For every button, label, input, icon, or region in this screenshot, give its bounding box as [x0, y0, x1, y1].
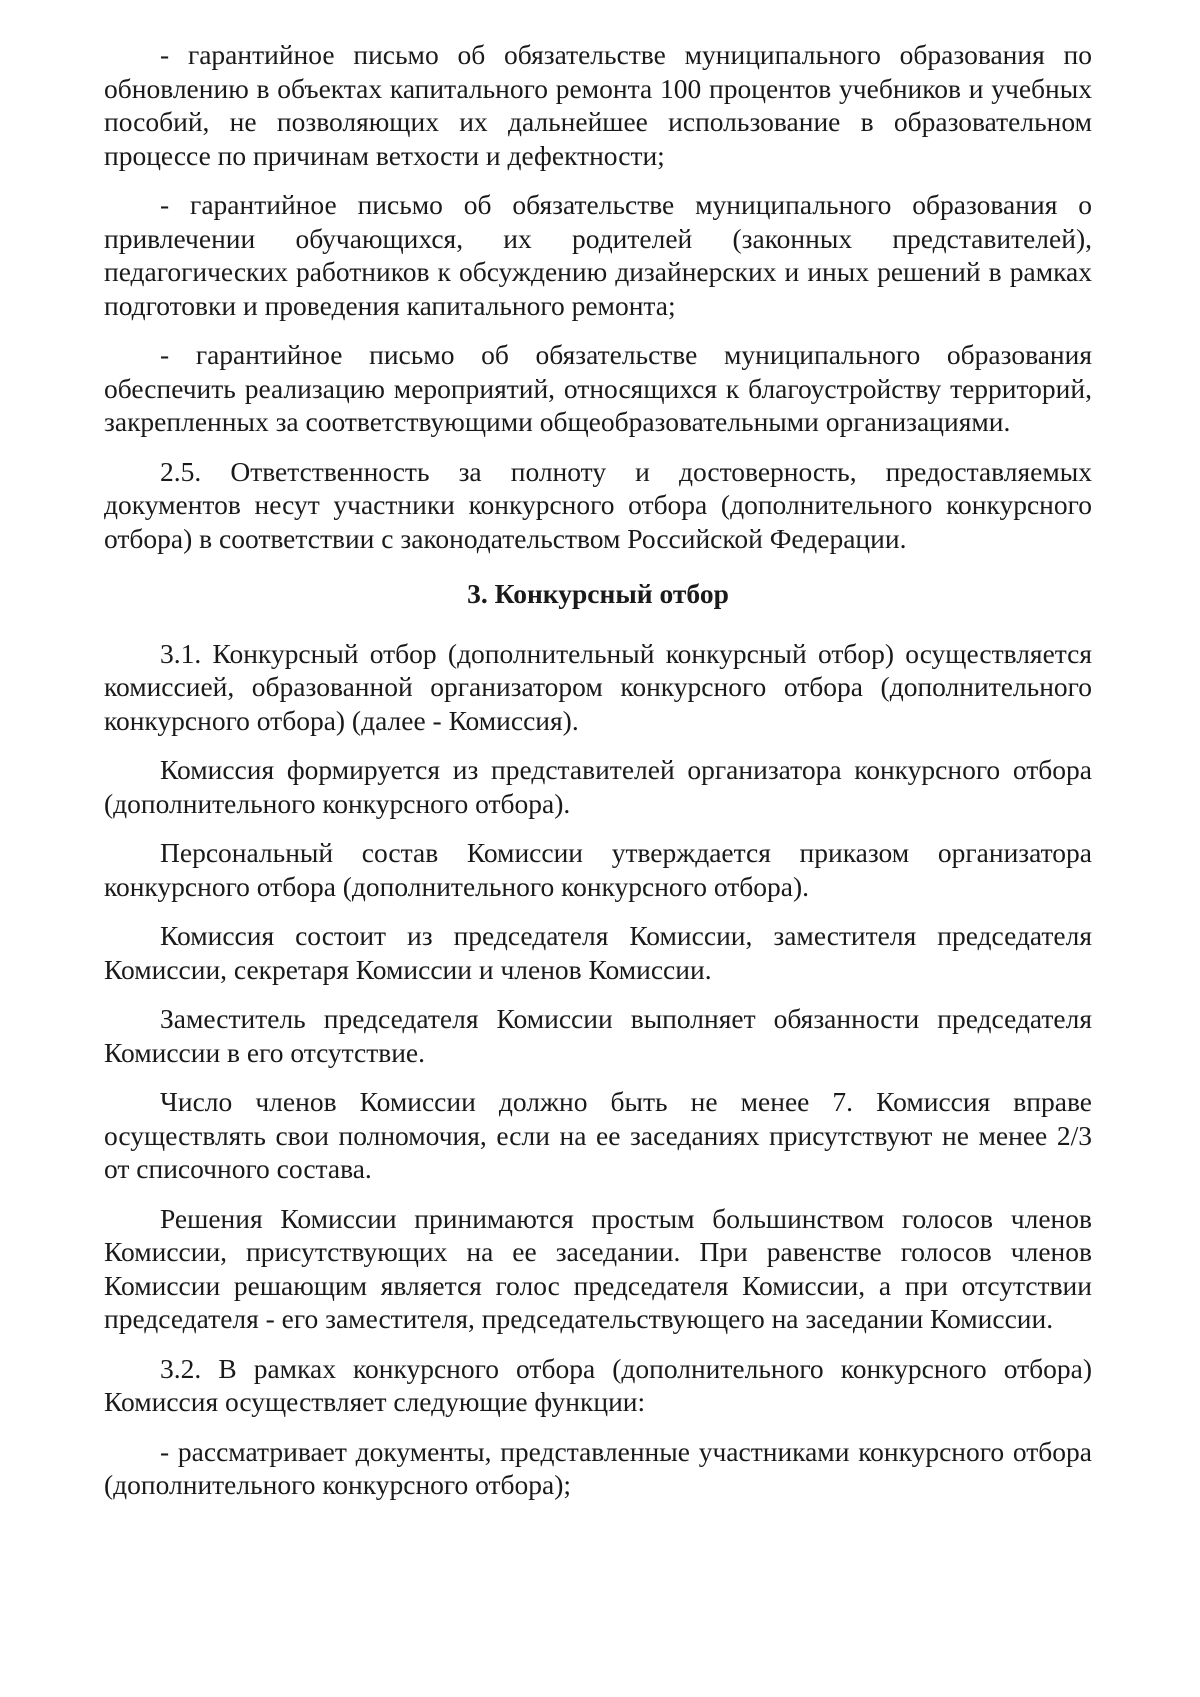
paragraph-guarantee-textbooks: - гарантийное письмо об обязательстве муниципального образования по обновлению в объектах капитального ремонта 100 процентов учебников и учебных пособий, не позволяющих их дальнейшее использование в образовательном процессе по причинам ветхости и дефектности;: [104, 39, 1092, 171]
paragraph-decisions: Решения Комиссии принимаются простым большинством голосов членов Комиссии, присутствующих на ее заседании. При равенстве голосов членов Комиссии решающим является голос председателя Комиссии, а при отсутствии председателя - его заместителя, председательствующего на заседании Комиссии.: [104, 1202, 1092, 1334]
paragraph-3-1-commission: 3.1. Конкурсный отбор (дополнительный конкурсный отбор) осуществляется комиссией, образованной организатором конкурсного отбора (дополнительного конкурсного отбора) (далее - Комиссия).: [104, 637, 1092, 736]
section-heading: 3. Конкурсный отбор: [467, 578, 729, 609]
paragraph-guarantee-landscaping: - гарантийное письмо об обязательстве муниципального образования обеспечить реализацию мероприятий, относящихся к благоустройству территорий, закрепленных за соответствующими общеобразовательными организациями.: [104, 339, 1092, 437]
paragraph-quorum: Число членов Комиссии должно быть не менее 7. Комиссия вправе осуществлять свои полномочия, если на ее заседаниях присутствуют не менее 2/3 от списочного состава.: [104, 1086, 1092, 1184]
paragraph-reviews-documents: - рассматривает документы, представленные участниками конкурсного отбора (дополнительного конкурсного отбора);: [104, 1435, 1092, 1500]
paragraph-commission-formation: Комиссия формируется из представителей организатора конкурсного отбора (дополнительного конкурсного отбора).: [104, 754, 1092, 819]
paragraph-commission-members: Комиссия состоит из председателя Комиссии, заместителя председателя Комиссии, секретаря Комиссии и членов Комиссии.: [104, 920, 1092, 985]
paragraph-3-2-functions: 3.2. В рамках конкурсного отбора (дополнительного конкурсного отбора) Комиссия осуществляет следующие функции:: [104, 1352, 1092, 1417]
paragraph-deputy-chairman: Заместитель председателя Комиссии выполняет обязанности председателя Комиссии в его отсутствие.: [104, 1003, 1092, 1068]
paragraph-2-5-responsibility: 2.5. Ответственность за полноту и достоверность, предоставляемых документов несут участники конкурсного отбора (дополнительного конкурсного отбора) в соответствии с законодательством Российской Федерации.: [104, 455, 1092, 554]
paragraph-commission-composition-approval: Персональный состав Комиссии утверждается приказом организатора конкурсного отбора (дополнительного конкурсного отбора).: [104, 837, 1092, 902]
document-body: [104, 38, 1092, 1518]
paragraph-guarantee-discussion: - гарантийное письмо об обязательстве муниципального образования о привлечении обучающихся, их родителей (законных представителей), педагогических работников к обсуждению дизайнерских и иных решений в рамках подготовки и проведения капитального ремонта;: [104, 189, 1092, 321]
